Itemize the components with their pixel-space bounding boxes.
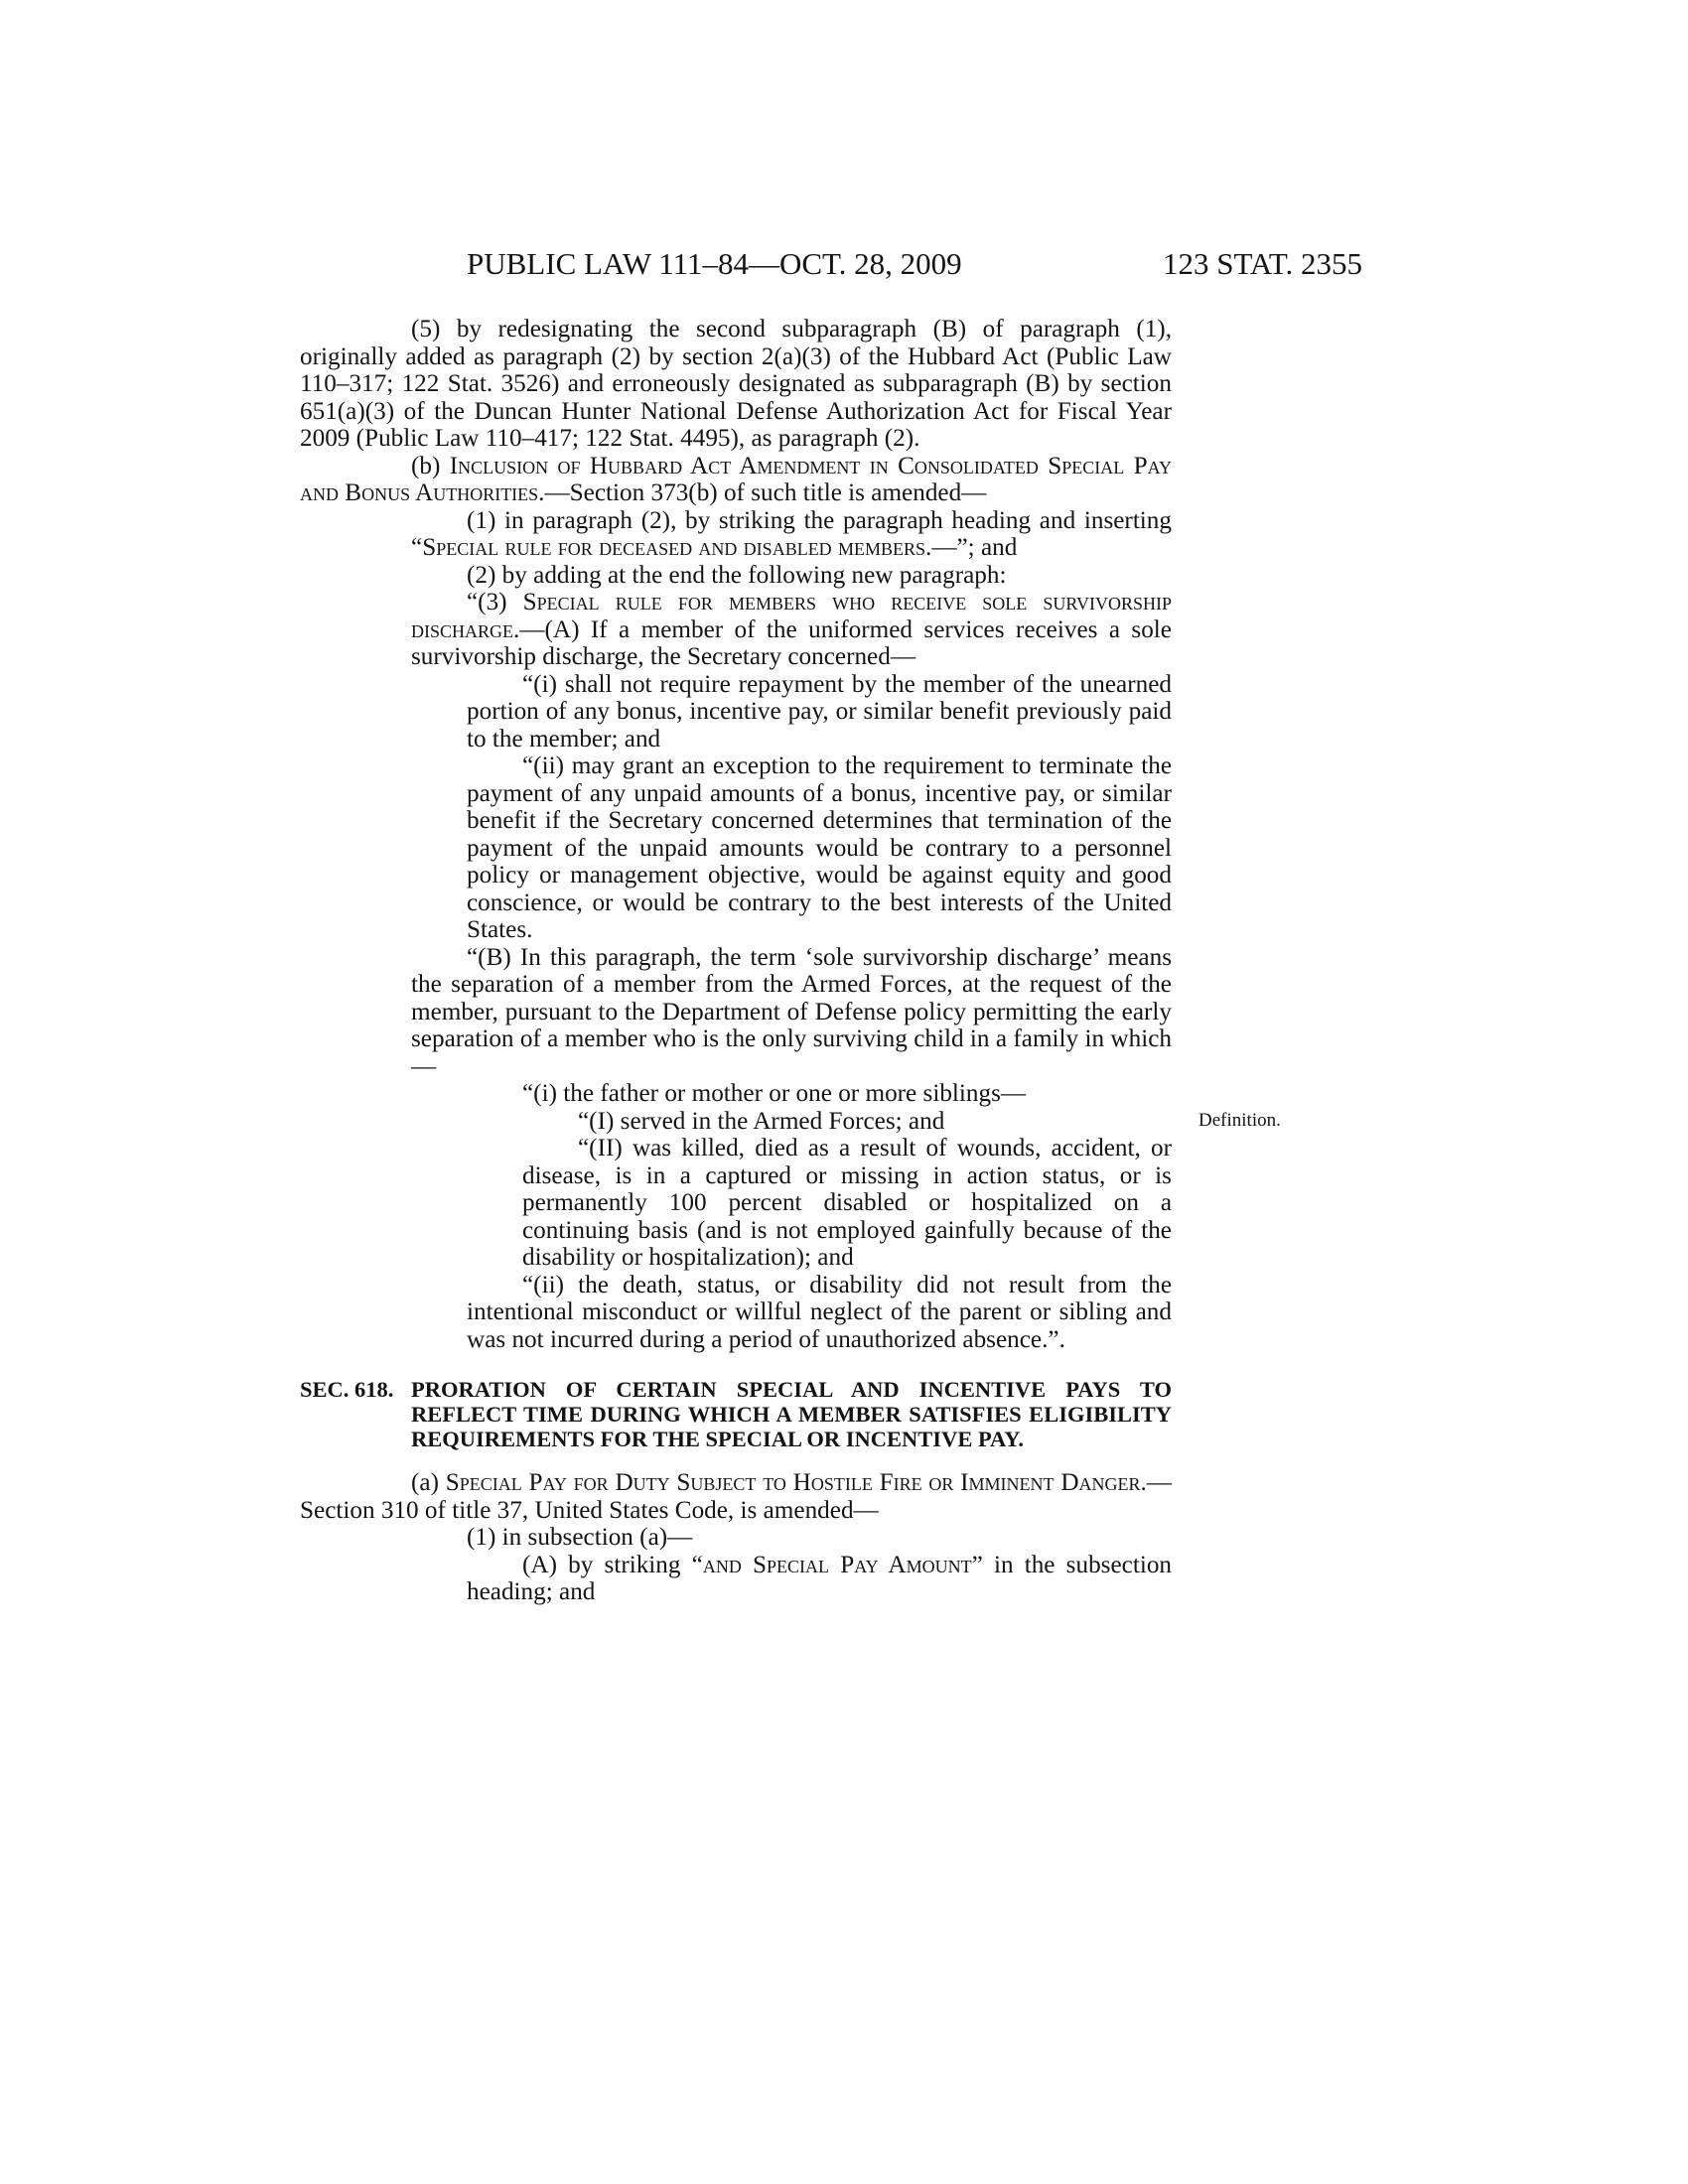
- section-title: PRORATION OF CERTAIN SPECIAL AND INCENTIVE PAYS TO REFLECT TIME DURING WHICH A MEMBER SATISFIES ELIGIBILITY REQUIREMENTS FOR THE SPECIAL OR INCENTIVE PAY.: [411, 1377, 1172, 1451]
- section-heading: [300, 1377, 1172, 1451]
- subparagraph-a-A-quoted: and Special Pay Amount: [702, 1551, 972, 1578]
- subsection-b-text: —Section 373(b) of such title is amended—: [544, 479, 987, 506]
- paragraph-b2: (2) by adding at the end the following new paragraph:: [467, 561, 1007, 589]
- subclause-II: “(II) was killed, died as a result of wounds, accident, or disease, is in a captured or missing in action status, or is permanently 100 percent disabled or hospitalized on a continuing basis (and is not employed gainfully because of the disability or hospitalization); and: [522, 1135, 1172, 1271]
- paragraph-3-heading: Special rule for members who receive sole survivorship discharge.: [411, 589, 1172, 643]
- section-number: SEC. 618.: [300, 1377, 394, 1402]
- clause-B-i: “(i) the father or mother or one or more siblings—: [522, 1080, 1027, 1107]
- clause-i: “(i) shall not require repayment by the member of the unearned portion of any bonus, incentive pay, or similar benefit previously paid to the member; and: [467, 670, 1172, 752]
- document-body: [300, 316, 1172, 1606]
- paragraph-b1-post: —”; and: [931, 534, 1018, 561]
- subsection-a-label: (a): [411, 1469, 446, 1496]
- subparagraph-a-A: [467, 1552, 1172, 1606]
- subsection-b: [300, 453, 1172, 507]
- section-subsection-a: [300, 1469, 1172, 1524]
- paragraph-b1-pre: (1) in paragraph (2), by striking the paragraph heading and inserting “: [411, 506, 1172, 561]
- subparagraph-B: “(B) In this paragraph, the term ‘sole survivorship discharge’ means the separation of a member from the Armed Forces, at the request of the member, pursuant to the Department of Defense policy permitting the early separation of a member who is the only surviving child in a family in which—: [411, 943, 1172, 1080]
- statute-page-number: 123 STAT. 2355: [1162, 246, 1362, 281]
- clause-ii: “(ii) may grant an exception to the requirement to terminate the payment of any unpaid amounts of a bonus, incentive pay, or similar benefit if the Secretary concerned determines that termination of the payment of the unpaid amounts would be contrary to a personnel policy or management objective, would be against equity and good conscience, or would be contrary to the best interests of the United States.: [467, 752, 1172, 943]
- paragraph-b1-heading: Special rule for deceased and disabled members.: [422, 534, 932, 561]
- page-header: [467, 246, 1362, 286]
- subclause-I: “(I) served in the Armed Forces; and: [578, 1107, 945, 1135]
- paragraph-b1: [411, 507, 1172, 562]
- paragraph-3-label: “(3): [467, 589, 523, 615]
- subparagraph-a-A-pre: (A) by striking “: [522, 1551, 703, 1578]
- paragraph-a1: (1) in subsection (a)—: [467, 1524, 693, 1551]
- subsection-a-text: —Section 310 of title 37, United States Code, is amended—: [300, 1469, 1172, 1524]
- subsection-b-heading: Inclusion of Hubbard Act Amendment in Consolidated Special Pay and Bonus Authorities.: [300, 452, 1172, 506]
- subsection-a-heading: Special Pay for Duty Subject to Hostile Fire or Imminent Danger.: [445, 1469, 1147, 1496]
- subparagraph-a-A-post: ” in the subsection heading; and: [467, 1551, 1173, 1605]
- margin-note-definition: Definition.: [1198, 1110, 1281, 1131]
- paragraph-3: [411, 589, 1172, 671]
- clause-B-ii: “(ii) the death, status, or disability did not result from the intentional misconduct or willful neglect of the parent or sibling and was not incurred during a period of unauthorized absence.”.: [467, 1271, 1172, 1353]
- law-citation: PUBLIC LAW 111–84—OCT. 28, 2009: [467, 246, 962, 281]
- paragraph-3-text: —(A) If a member of the uniformed services receives a sole survivorship discharge, the Secretary concerned—: [411, 615, 1172, 670]
- paragraph-5: (5) by redesignating the second subparagraph (B) of paragraph (1), originally added as paragraph (2) by section 2(a)(3) of the Hubbard Act (Public Law 110–317; 122 Stat. 3526) and erroneously designated as subparagraph (B) by section 651(a)(3) of the Duncan Hunter National Defense Authorization Act for Fiscal Year 2009 (Public Law 110–417; 122 Stat. 4495), as paragraph (2).: [300, 316, 1172, 452]
- subsection-b-label: (b): [411, 452, 450, 479]
